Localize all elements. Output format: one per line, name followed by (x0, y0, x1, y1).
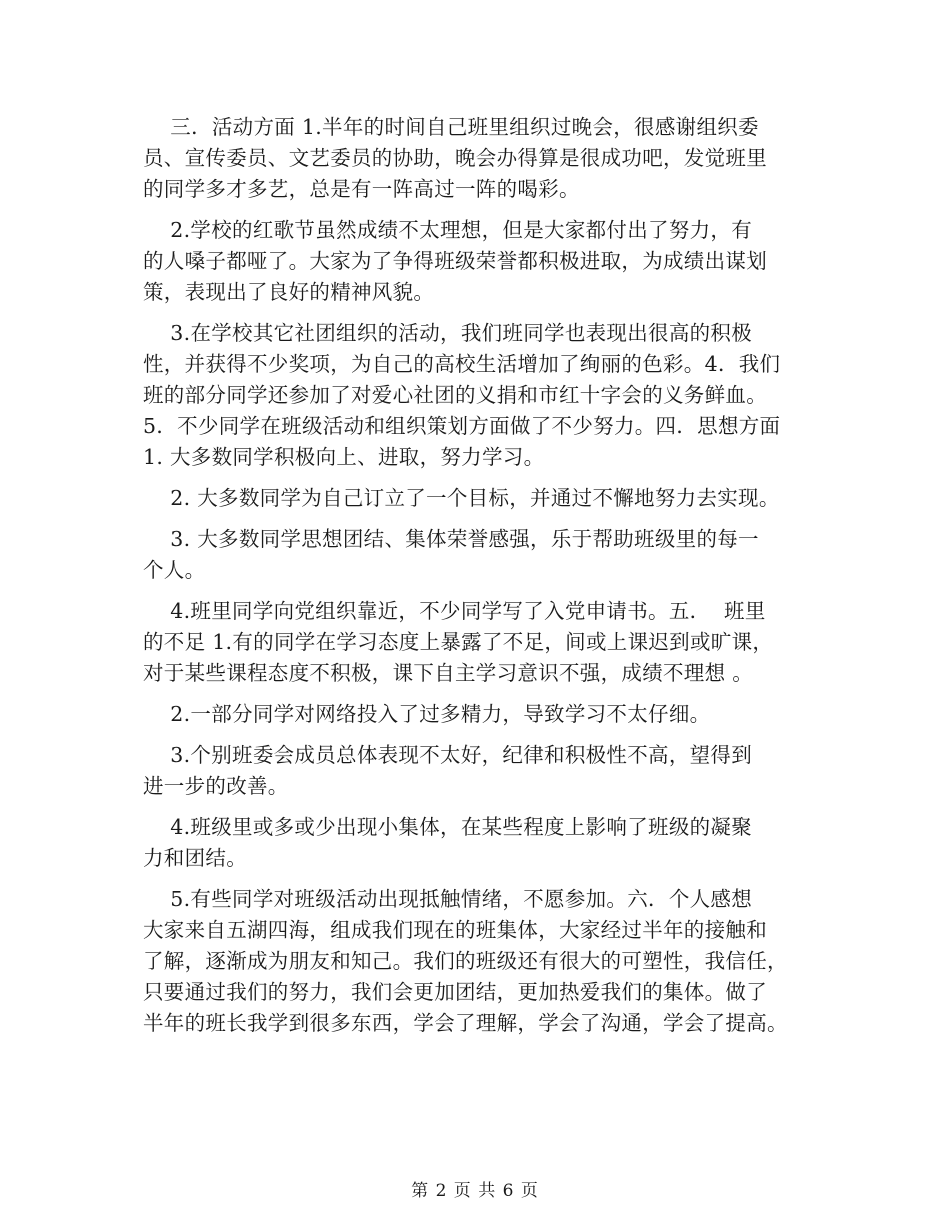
text-line: 的人嗓子都哑了。大家为了争得班级荣誉都积极进取，为成绩出谋划 (143, 249, 767, 273)
text-line: 半年的班长我学到很多东西，学会了理解，学会了沟通，学会了提高。 (143, 1011, 788, 1035)
text-line: 进一步的改善。 (143, 774, 289, 798)
text-line: 2.一部分同学对网络投入了过多精力，导致学习不太仔细。 (143, 702, 711, 726)
text-line: 3.个别班委会成员总体表现不太好，纪律和积极性不高，望得到 (143, 743, 753, 767)
text-line: 三．活动方面 1.半年的时间自己班里组织过晚会，很感谢组织委 (143, 115, 759, 139)
page-number: 第 2 页 共 6 页 (411, 1181, 539, 1201)
text-line: 4.班里同学向党组织靠近，不少同学写了入党申请书。五． 班里 (143, 599, 766, 623)
text-line: 的不足 1.有的同学在学习态度上暴露了不足，间或上课迟到或旷课， (143, 630, 774, 654)
text-line: 员、宣传委员、文艺委员的协助，晚会办得算是很成功吧，发觉班里 (143, 146, 767, 170)
text-line: 力和团结。 (143, 846, 247, 870)
text-line: 了解，逐渐成为朋友和知己。我们的班级还有很大的可塑性，我信任， (143, 949, 788, 973)
text-line: 3.在学校其它社团组织的活动，我们班同学也表现出很高的积极 (143, 321, 753, 345)
text-line: 3. 大多数同学思想团结、集体荣誉感强，乐于帮助班级里的每一 (143, 527, 759, 551)
text-line: 5．不少同学在班级活动和组织策划方面做了不少努力。四．思想方面 (143, 414, 781, 438)
text-line: 4.班级里或多或少出现小集体，在某些程度上影响了班级的凝聚 (143, 815, 753, 839)
text-line: 的同学多才多艺，总是有一阵高过一阵的喝彩。 (143, 177, 580, 201)
text-line: 性，并获得不少奖项，为自己的高校生活增加了绚丽的色彩。4．我们 (143, 352, 781, 376)
text-line: 1. 大多数同学积极向上、进取，努力学习。 (143, 445, 545, 469)
text-line: 只要通过我们的努力，我们会更加团结，更加热爱我们的集体。做了 (143, 980, 767, 1004)
text-line: 2. 大多数同学为自己订立了一个目标，并通过不懈地努力去实现。 (143, 486, 780, 510)
text-line: 大家来自五湖四海，组成我们现在的班集体，大家经过半年的接触和 (143, 918, 767, 942)
text-line: 策，表现出了良好的精神风貌。 (143, 280, 435, 304)
text-line: 班的部分同学还参加了对爱心社团的义捐和市红十字会的义务鲜血。 (143, 383, 767, 407)
body-text (143, 112, 823, 1039)
text-line: 2.学校的红歌节虽然成绩不太理想，但是大家都付出了努力，有 (143, 218, 753, 242)
text-line: 对于某些课程态度不积极，课下自主学习意识不强，成绩不理想 。 (143, 661, 754, 685)
text-line: 5.有些同学对班级活动出现抵触情绪，不愿参加。六．个人感想 (143, 887, 753, 911)
text-line: 个人。 (143, 558, 206, 582)
